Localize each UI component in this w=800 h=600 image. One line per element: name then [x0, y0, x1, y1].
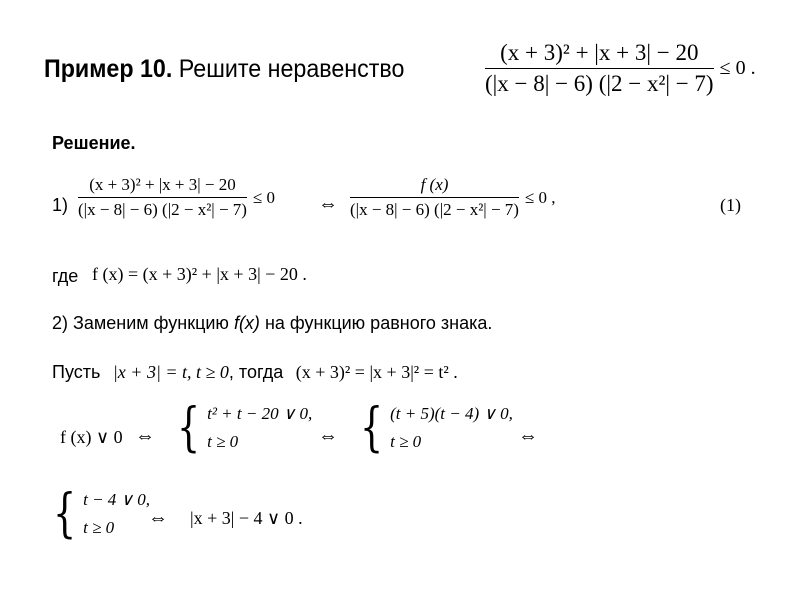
system-2-row-1: (t + 5)(t − 4) ∨ 0,: [390, 404, 513, 423]
equation-number: (1): [720, 195, 741, 215]
where-label: где: [52, 266, 79, 286]
step2-text: [52, 313, 492, 334]
let-label: Пусть: [52, 362, 101, 382]
step1-fraction: [78, 175, 247, 220]
main-denominator: (|x − 8| − 6) (|2 − x²| − 7): [485, 71, 714, 96]
f-definition: f (x) = (x + 3)² + |x + 3| − 20 .: [92, 264, 307, 284]
step1-f-denominator: (|x − 8| − 6) (|2 − x²| − 7): [350, 200, 519, 219]
step1-numerator: (x + 3)² + |x + 3| − 20: [89, 175, 236, 194]
substitution-line: [52, 362, 458, 383]
main-relation: ≤ 0 .: [719, 57, 756, 79]
system-2-row-2: t ≥ 0: [390, 432, 422, 451]
system-2: { (t + 5)(t − 4) ∨ 0, t ≥ 0: [359, 398, 513, 458]
step1-inequality: [78, 175, 275, 220]
step1-f-relation: ≤ 0 ,: [524, 187, 556, 207]
step1-relation: ≤ 0: [252, 187, 276, 207]
equivalence-icon: ⇔: [318, 425, 338, 447]
main-inequality: [485, 40, 756, 97]
equivalence-icon: ⇔: [135, 425, 155, 447]
main-fraction: [485, 40, 714, 97]
step1-f-numerator: f (x): [420, 175, 449, 194]
example-number: Пример 10.: [44, 55, 173, 83]
step1-label: 1): [52, 195, 69, 215]
then-expression: (x + 3)² = |x + 3|² = t² .: [295, 362, 458, 382]
then-label: , тогда: [228, 362, 284, 382]
equivalence-icon: ⇔: [318, 193, 338, 215]
let-expression: |x + 3| = t, t ≥ 0: [112, 362, 229, 382]
step2-prefix: 2) Заменим функцию: [52, 313, 234, 333]
step1-denominator: (|x − 8| − 6) (|2 − x²| − 7): [78, 200, 247, 219]
step2-suffix: на функцию равного знака.: [259, 313, 493, 333]
system-1-row-1: t² + t − 20 ∨ 0,: [207, 404, 313, 423]
chain-lhs: f (x) ∨ 0: [60, 427, 123, 447]
step1-f-inequality: [350, 175, 556, 220]
step1-f-fraction: [350, 175, 519, 220]
system-3: { t − 4 ∨ 0, t ≥ 0: [52, 484, 150, 544]
system-3-row-2: t ≥ 0: [83, 518, 115, 537]
equivalence-icon: ⇔: [148, 507, 168, 529]
system-3-row-1: t − 4 ∨ 0,: [83, 490, 150, 509]
step2-function: f(x): [233, 313, 260, 333]
system-1: { t² + t − 20 ∨ 0, t ≥ 0: [176, 398, 313, 458]
example-title: [44, 55, 404, 84]
solution-heading: Решение.: [52, 133, 136, 153]
title-text: Решите неравенство: [178, 55, 405, 83]
equivalence-icon: ⇔: [518, 425, 538, 447]
system-1-row-2: t ≥ 0: [207, 432, 239, 451]
final-expression: |x + 3| − 4 ∨ 0 .: [190, 508, 303, 528]
main-numerator: (x + 3)² + |x + 3| − 20: [500, 40, 699, 65]
